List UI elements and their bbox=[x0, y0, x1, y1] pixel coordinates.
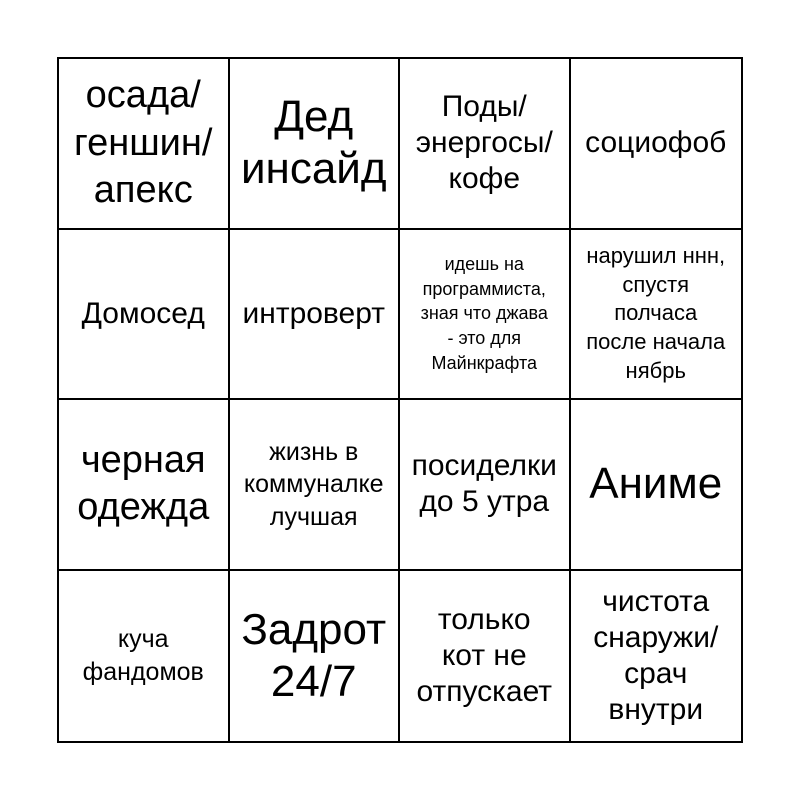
bingo-cell-r4c2[interactable] bbox=[230, 571, 401, 742]
bingo-cell-text: Поды/ энергосы/ кофе bbox=[415, 90, 553, 196]
bingo-cell-text: Дед инсайд bbox=[240, 92, 387, 194]
bingo-cell-r2c3[interactable] bbox=[400, 230, 571, 401]
bingo-cell-text: нарушил ннн, спустя полчаса после начала нябрь bbox=[586, 243, 726, 383]
bingo-cell-r2c4[interactable] bbox=[571, 230, 742, 401]
bingo-board bbox=[57, 57, 743, 743]
bingo-cell-r2c1[interactable] bbox=[59, 230, 230, 401]
bingo-cell-text: черная одежда bbox=[77, 438, 210, 529]
bingo-cell-text: жизнь в коммуналке лучшая bbox=[243, 437, 384, 531]
bingo-cell-text: интроверт bbox=[242, 296, 385, 330]
bingo-cell-r3c4[interactable] bbox=[571, 400, 742, 571]
bingo-cell-text: идешь на программиста, зная что джава - это для Майнкрафта bbox=[420, 253, 548, 373]
bingo-cell-r3c1[interactable] bbox=[59, 400, 230, 571]
bingo-cell-text: куча фандомов bbox=[82, 625, 204, 686]
bingo-cell-r1c1[interactable] bbox=[59, 59, 230, 230]
bingo-cell-text: посиделки до 5 утра bbox=[411, 449, 557, 519]
bingo-cell-r4c1[interactable] bbox=[59, 571, 230, 742]
bingo-cell-text: чистота снаружи/ срач внутри bbox=[593, 584, 719, 726]
bingo-cell-r4c3[interactable] bbox=[400, 571, 571, 742]
bingo-cell-text: только кот не отпускает bbox=[416, 602, 553, 708]
bingo-cell-r2c2[interactable] bbox=[230, 230, 401, 401]
bingo-cell-text: Задрот 24/7 bbox=[241, 604, 387, 706]
bingo-cell-r1c2[interactable] bbox=[230, 59, 401, 230]
bingo-cell-text: социофоб bbox=[585, 126, 727, 160]
bingo-cell-text: осада/ геншин/ апекс bbox=[74, 74, 213, 211]
bingo-cell-r3c2[interactable] bbox=[230, 400, 401, 571]
bingo-cell-text: Аниме bbox=[589, 459, 723, 509]
bingo-cell-r3c3[interactable] bbox=[400, 400, 571, 571]
bingo-cell-r1c4[interactable] bbox=[571, 59, 742, 230]
bingo-cell-text: Домосед bbox=[81, 296, 205, 330]
bingo-cell-r4c4[interactable] bbox=[571, 571, 742, 742]
bingo-cell-r1c3[interactable] bbox=[400, 59, 571, 230]
